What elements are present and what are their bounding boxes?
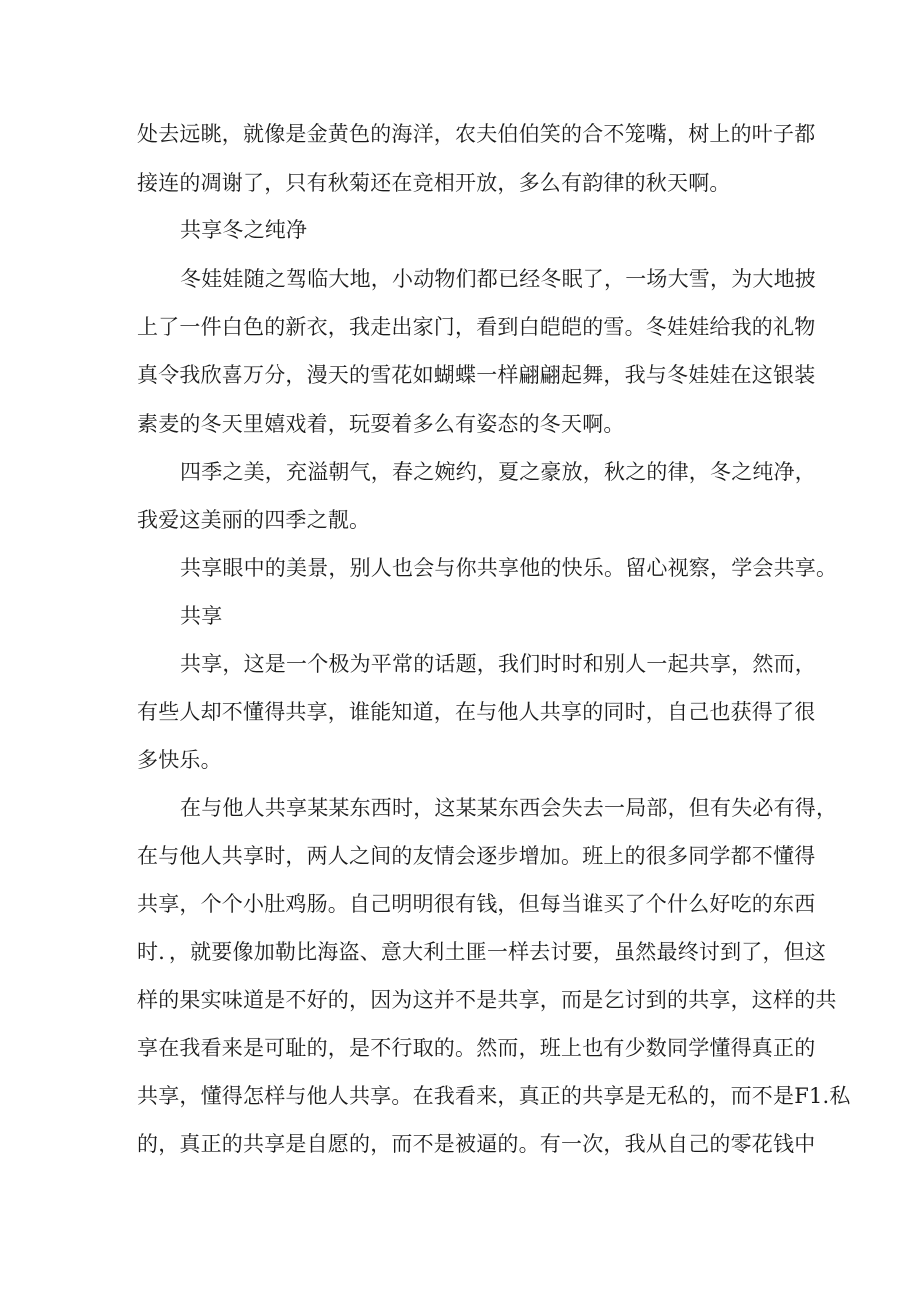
paragraph-line: 冬娃娃随之驾临大地，小动物们都已经冬眠了，一场大雪，为大地披 xyxy=(180,267,816,291)
section-heading: 共享 xyxy=(180,604,223,628)
paragraph-line: 在与他人共享时，两人之间的友情会逐步增加。班上的很多同学都不懂得 xyxy=(137,844,816,868)
paragraph-line: 有些人却不懂得共享，谁能知道，在与他人共享的同时，自己也获得了很 xyxy=(137,700,816,724)
paragraph-line: 样的果实味道是不好的，因为这并不是共享，而是乞讨到的共享，这样的共 xyxy=(137,988,837,1012)
paragraph-line: 接连的凋谢了，只有秋菊还在竞相开放，多么有韵律的秋天啊。 xyxy=(137,171,731,195)
paragraph-line: 共享，这是一个极为平常的话题，我们时时和别人一起共享，然而， xyxy=(180,652,816,676)
paragraph-line: 享在我看来是可耻的，是不行取的。然而，班上也有少数同学懂得真正的 xyxy=(137,1036,816,1060)
paragraph-line: 共享，个个小肚鸡肠。自己明明很有钱，但每当谁买了个什么好吃的东西 xyxy=(137,892,816,916)
paragraph-line: 时．，就要像加勒比海盗、意大利土匪一样去讨要，虽然最终讨到了，但这 xyxy=(137,940,827,964)
paragraph-line: 素麦的冬天里嬉戏着，玩耍着多么有姿态的冬天啊。 xyxy=(137,412,625,436)
paragraph-line: 共享，懂得怎样与他人共享。在我看来，真正的共享是无私的，而不是F1.私 xyxy=(137,1084,851,1108)
paragraph-line: 处去远眺，就像是金黄色的海洋，农夫伯伯笑的合不笼嘴，树上的叶子都 xyxy=(137,122,816,146)
paragraph-line: 共享眼中的美景，别人也会与你共享他的快乐。留心视察，学会共享。 xyxy=(180,556,838,580)
paragraph-line: 上了一件白色的新衣，我走出家门，看到白皑皑的雪。冬娃娃给我的礼物 xyxy=(137,315,816,339)
paragraph-line: 的，真正的共享是自愿的，而不是被逼的。有一次，我从自己的零花钱中 xyxy=(137,1132,816,1156)
section-heading: 共享冬之纯净 xyxy=(180,218,308,242)
paragraph-line: 我爱这美丽的四季之靓。 xyxy=(137,508,371,532)
paragraph-line: 四季之美，充溢朝气，春之婉约，夏之豪放，秋之的律，冬之纯净， xyxy=(180,460,816,484)
paragraph-line: 真令我欣喜万分，漫天的雪花如蝴蝶一样翩翩起舞，我与冬娃娃在这银装 xyxy=(137,363,816,387)
paragraph-line: 在与他人共享某某东西时，这某某东西会失去一局部，但有失必有得， xyxy=(180,796,838,820)
paragraph-line: 多快乐。 xyxy=(137,748,222,772)
